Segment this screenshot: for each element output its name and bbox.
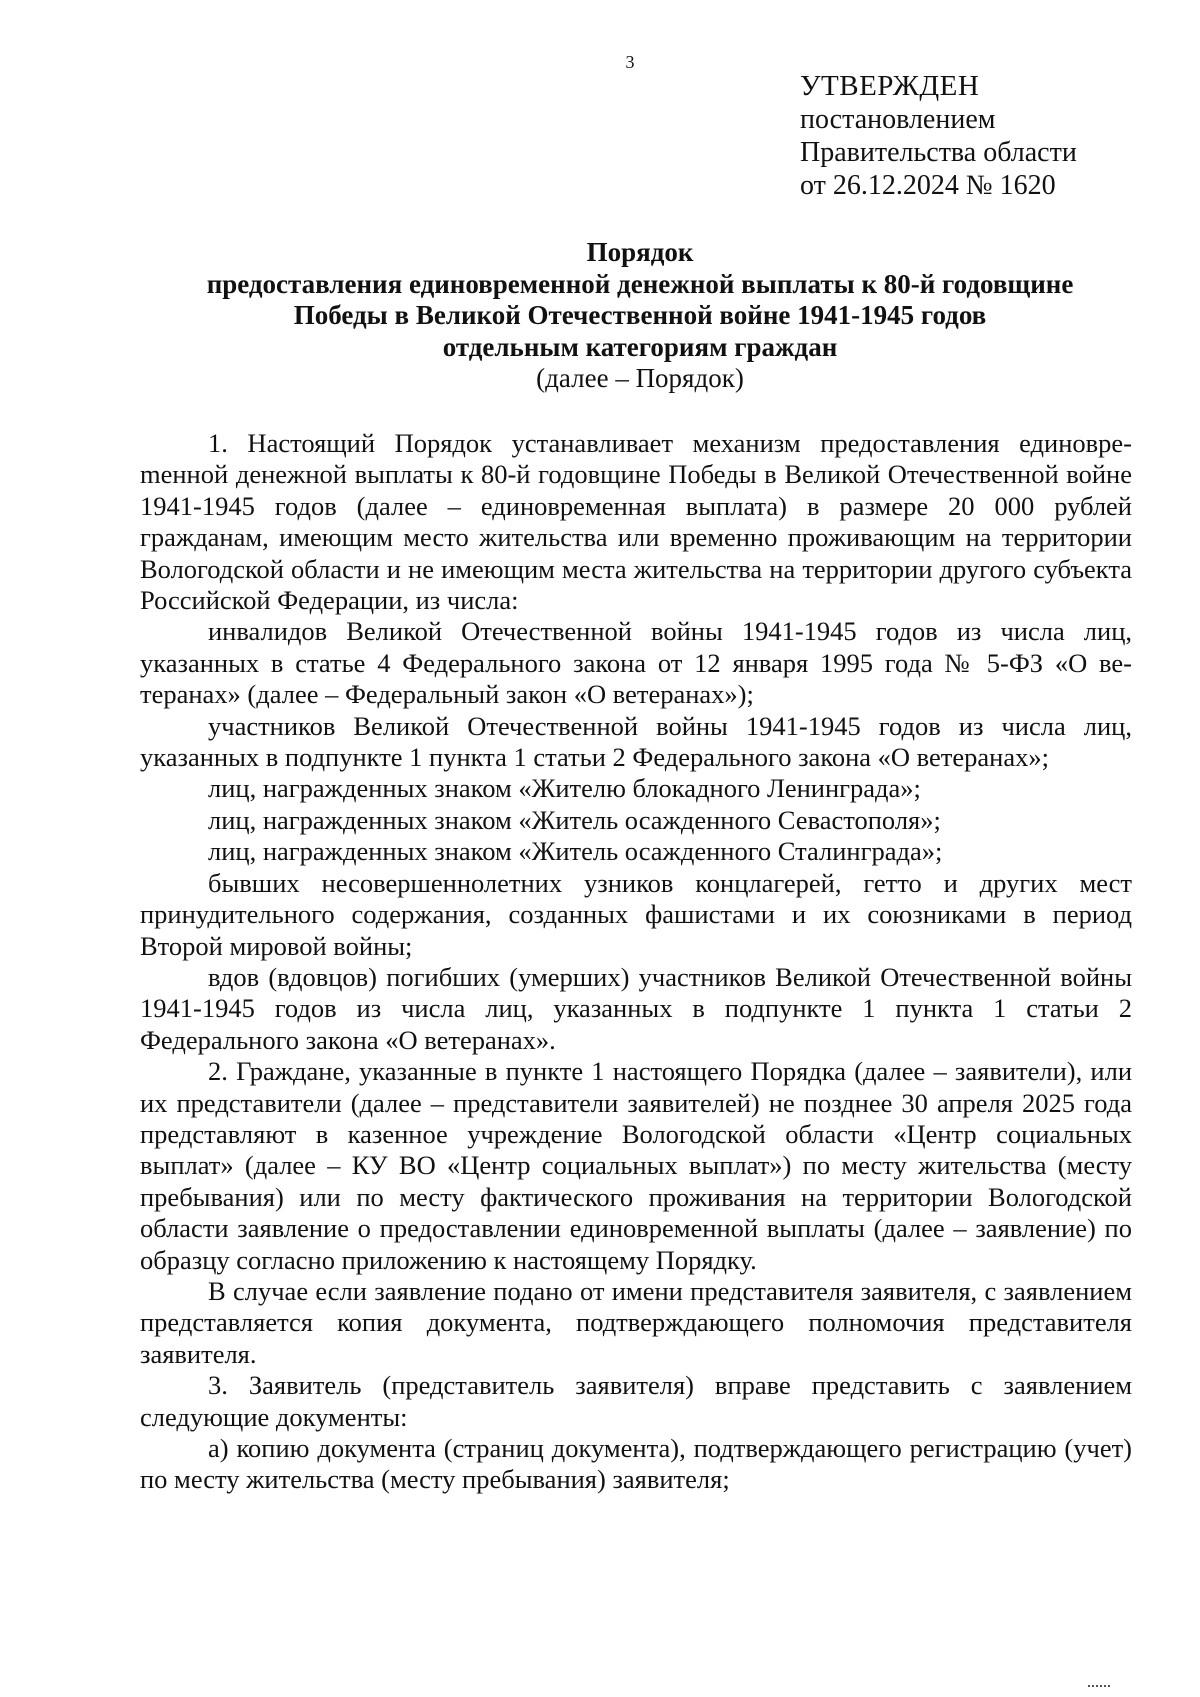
approval-line: постановлением bbox=[800, 104, 996, 135]
paragraph-2: 2. Граждане, указанные в пункте 1 настоящего Порядка (далее – заявители), или их представители (далее – представители заявителей) не позднее 30 апреля 2025 года представляют в казенное учреждение Вологодской области «Центр социальных выплат» (далее – КУ ВО «Центр социальных выплат») по месту жительства (месту пребывания) или по месту фактического проживания на территории Вологодской области заявление о предоставлении единовременной выплаты (далее – заявление) по образцу согласно приложению к настоящему Порядку. bbox=[140, 1056, 1132, 1275]
list-item-stalingrad: лиц, награжденных знаком «Житель осажденного Сталинграда»; bbox=[208, 836, 943, 867]
page-number: 3 bbox=[625, 52, 635, 72]
scan-edge-mark bbox=[1088, 1685, 1110, 1697]
document-heading bbox=[140, 237, 1140, 395]
list-item-widows: вдов (вдовцов) погибших (умерших) участников Великой Отечественной войны 1941-1945 годов из числа лиц, указанных в подпункте 1 пункта 1 статьи 2 Федерального закона «О ветеранах». bbox=[140, 961, 1132, 1055]
list-item-invalids: инвалидов Великой Отечественной войны 1941-1945 годов из числа лиц, указанных в статье 4 Федерального закона от 12 января 1995 года № 5-ФЗ «О ветеранах» (далее – Федеральный закон «О ветеранах»); bbox=[140, 616, 1132, 710]
approval-title: УТВЕРЖДЕН bbox=[800, 70, 980, 102]
paragraph-3a: а) копию документа (страниц документа), подтверждающего регистрацию (учет) по месту жительства (месту пребывания) заявителя; bbox=[140, 1433, 1132, 1495]
approval-stamp bbox=[800, 70, 1077, 202]
paragraph-3: 3. Заявитель (представитель заявителя) вправе представить с заявлением следующие документы: bbox=[140, 1370, 1132, 1432]
list-item-participants: участников Великой Отечественной войны 1941-1945 годов из числа лиц, указанных в подпункте 1 пункта 1 статьи 2 Федерального закона «О ветеранах»; bbox=[140, 710, 1132, 773]
paragraph-1: 1. Настоящий Порядок устанавливает механизм предоставления единовреmенной денежной выплаты к 80-й годовщине Победы в Великой Отечественной войне 1941-1945 годов (далее – единовременная выплата) в размере 20 000 рублей гражданам, имеющим место жительства или временно проживающим на территории Вологодской области и не имеющим места жительства на территории другого субъекта Российской Федерации, из числа: bbox=[140, 428, 1132, 616]
heading-title: Порядок bbox=[586, 237, 694, 267]
heading-line: предоставления единовременной денежной выплаты к 80-й годовщине bbox=[206, 268, 1074, 299]
heading-line: отдельным категориям граждан bbox=[442, 331, 838, 362]
approval-line: Правительства области bbox=[800, 137, 1077, 168]
list-item-sevastopol: лиц, награжденных знаком «Житель осажденного Севастополя»; bbox=[208, 804, 941, 835]
document-body bbox=[140, 428, 1132, 1496]
heading-abbreviation: (далее – Порядок) bbox=[536, 363, 744, 393]
list-item-leningrad: лиц, награжденных знаком «Жителю блокадного Ленинграда»; bbox=[208, 773, 921, 804]
paragraph-representative: В случае если заявление подано от имени представителя заявителя, с заявлением представляется копия документа, подтверждающего полномочия представителя заявителя. bbox=[140, 1275, 1132, 1369]
approval-date: от 26.12.2024 № 1620 bbox=[800, 170, 1056, 201]
heading-line: Победы в Великой Отечественной войне 1941-1945 годов bbox=[293, 300, 987, 330]
list-item-prisoners: бывших несовершеннолетних узников концлагерей, гетто и других мест принудительного содержания, созданных фашистами и их союзниками в период Второй мировой войны; bbox=[140, 867, 1132, 961]
